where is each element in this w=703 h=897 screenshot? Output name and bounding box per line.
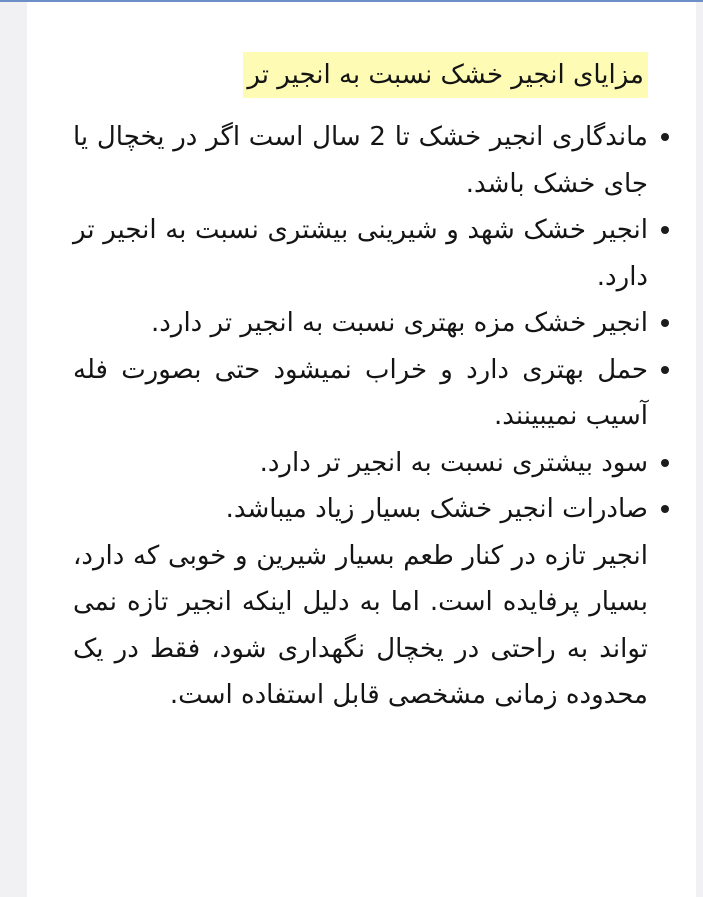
bullet-icon xyxy=(661,319,669,327)
list-item xyxy=(73,347,648,440)
bullet-icon xyxy=(661,459,669,467)
heading-row xyxy=(73,52,648,98)
list-item-text: انجیر خشک مزه بهتری نسبت به انجیر تر دارد. xyxy=(151,308,648,338)
list-item-text: انجیر خشک شهد و شیرینی بیشتری نسبت به انجیر تر دارد. xyxy=(73,215,648,292)
list-item xyxy=(73,300,648,347)
list-item xyxy=(73,440,648,487)
list-item xyxy=(73,207,648,300)
benefits-list xyxy=(73,114,648,533)
list-item-text: حمل بهتری دارد و خراب نمیشود حتی بصورت فله آسیب نمیبینند. xyxy=(73,354,648,431)
bullet-icon xyxy=(661,366,669,374)
section-heading: مزایای انجیر خشک نسبت به انجیر تر xyxy=(243,52,648,98)
list-item-text: سود بیشتری نسبت به انجیر تر دارد. xyxy=(259,447,648,478)
bullet-icon xyxy=(661,226,669,234)
list-item xyxy=(73,486,648,533)
list-item xyxy=(73,114,648,207)
article-content xyxy=(73,52,648,719)
bullet-icon xyxy=(661,505,669,513)
list-item-text: ماندگاری انجیر خشک تا 2 سال است اگر در یخچال یا جای خشک باشد. xyxy=(73,122,648,199)
body-paragraph: انجیر تازه در کنار طعم بسیار شیرین و خوبی که دارد، بسیار پرفایده است. اما به دلیل اینکه انجیر تازه نمی تواند به راحتی در یخچال نگهداری شود، فقط در یک محدوده زمانی مشخصی قابل استفاده است. xyxy=(73,540,648,710)
list-item-text: صادرات انجیر خشک بسیار زیاد میباشد. xyxy=(225,494,648,524)
bullet-icon xyxy=(661,133,669,141)
